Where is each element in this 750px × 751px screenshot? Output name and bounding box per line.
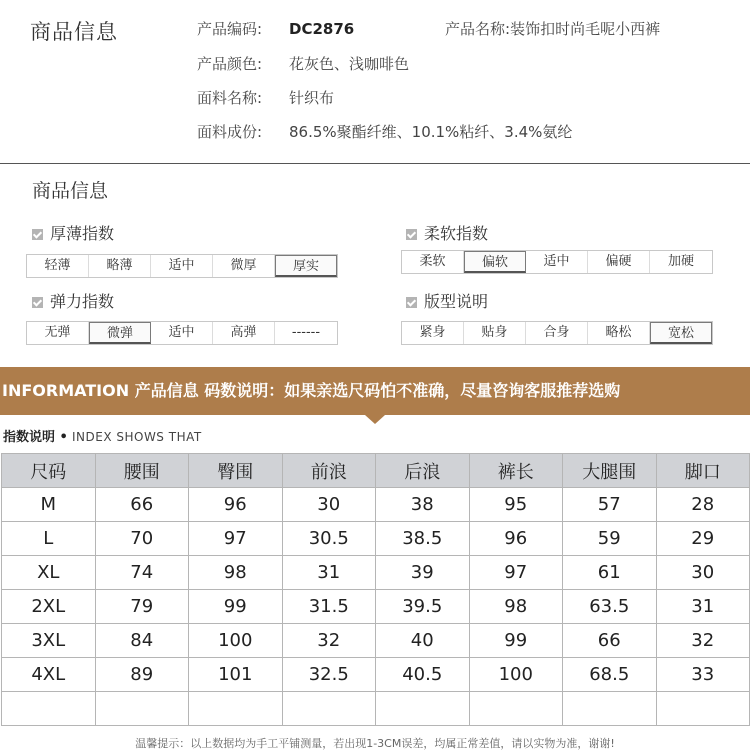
table-cell: 89: [95, 658, 189, 692]
table-cell: 68.5: [563, 658, 657, 692]
table-cell: [563, 692, 657, 726]
size-table: [1, 453, 750, 726]
fit-option: 略松: [588, 322, 650, 344]
table-cell: 30: [282, 488, 376, 522]
banner-text: INFORMATION 产品信息 码数说明：如果亲选尺码怕不准确，尽量咨询客服推荐选购: [2, 381, 621, 400]
softness-option: 偏硬: [588, 251, 650, 273]
table-cell: 29: [656, 522, 750, 556]
table-cell: 66: [563, 624, 657, 658]
table-cell: 40.5: [376, 658, 470, 692]
elasticity-option: 无弹: [27, 322, 89, 344]
table-cell: 33: [656, 658, 750, 692]
thickness-option: 轻薄: [27, 255, 89, 277]
product-code-row: [197, 18, 354, 39]
fabric-composition-row: [197, 121, 572, 142]
table-cell: XL: [2, 556, 96, 590]
table-cell: [469, 692, 563, 726]
table-cell: 40: [376, 624, 470, 658]
fabric-name-row: [197, 87, 334, 108]
thickness-option: 适中: [151, 255, 213, 277]
table-cell: 100: [469, 658, 563, 692]
table-cell: 31: [656, 590, 750, 624]
product-color-row: [197, 53, 409, 74]
table-cell: 32: [282, 624, 376, 658]
index-note-en: INDEX SHOWS THAT: [71, 430, 202, 444]
product-code-value: DC2876: [289, 20, 355, 38]
fit-description-label: 版型说明: [424, 292, 489, 311]
table-cell: 99: [469, 624, 563, 658]
table-cell: 57: [563, 488, 657, 522]
table-cell: 95: [469, 488, 563, 522]
index-note-cn: 指数说明 •: [3, 430, 68, 445]
elasticity-option: 高弹: [213, 322, 275, 344]
table-cell: 96: [469, 522, 563, 556]
table-cell: 96: [189, 488, 283, 522]
fit-option: 宽松: [650, 322, 712, 344]
elasticity-index-label: 弹力指数: [50, 292, 115, 311]
column-header: 前浪: [282, 454, 376, 488]
checkbox-icon: [32, 297, 43, 308]
index-note: [3, 426, 202, 445]
table-cell: L: [2, 522, 96, 556]
table-cell: [2, 692, 96, 726]
column-header: 脚口: [656, 454, 750, 488]
table-cell: 38.5: [376, 522, 470, 556]
size-table-body: [2, 488, 750, 726]
table-cell: 97: [189, 522, 283, 556]
table-cell: 79: [95, 590, 189, 624]
section-divider: [0, 163, 750, 164]
softness-option: 适中: [526, 251, 588, 273]
thickness-index-title: [32, 221, 114, 244]
softness-index-title: [406, 221, 488, 244]
elasticity-option: ------: [291, 325, 321, 340]
table-cell: 4XL: [2, 658, 96, 692]
table-cell: 70: [95, 522, 189, 556]
table-cell: M: [2, 488, 96, 522]
thickness-option: 厚实: [275, 255, 337, 277]
table-cell: 100: [189, 624, 283, 658]
checkbox-icon: [406, 297, 417, 308]
checkbox-icon: [406, 229, 417, 240]
fabric-composition-value: 86.5%聚酯纤维、10.1%粘纤、3.4%氨纶: [289, 123, 573, 141]
table-cell: 39.5: [376, 590, 470, 624]
table-cell: 32: [656, 624, 750, 658]
information-banner: [0, 367, 750, 415]
product-color-value: 花灰色、浅咖啡色: [289, 55, 410, 73]
fit-option: 紧身: [402, 322, 464, 344]
table-cell: 99: [189, 590, 283, 624]
table-cell: [189, 692, 283, 726]
elasticity-option: 适中: [151, 322, 213, 344]
column-header: 大腿围: [563, 454, 657, 488]
table-cell: [95, 692, 189, 726]
softness-option: 柔软: [402, 251, 464, 273]
column-header: 后浪: [376, 454, 470, 488]
table-cell: 31.5: [282, 590, 376, 624]
table-cell: 31: [282, 556, 376, 590]
table-cell: 3XL: [2, 624, 96, 658]
table-cell: 59: [563, 522, 657, 556]
table-cell: 39: [376, 556, 470, 590]
indices-section-title: 商品信息: [32, 180, 109, 202]
product-section-title: 商品信息: [30, 20, 118, 44]
table-cell: [376, 692, 470, 726]
fit-option: 合身: [526, 322, 588, 344]
table-cell: 28: [656, 488, 750, 522]
elasticity-option: 微弹: [89, 322, 151, 344]
table-row: [2, 522, 750, 556]
column-header: 腰围: [95, 454, 189, 488]
product-name-row: [445, 18, 660, 39]
checkbox-icon: [32, 229, 43, 240]
elasticity-index-title: [32, 289, 114, 312]
table-row: [2, 658, 750, 692]
column-header: 臀围: [189, 454, 283, 488]
product-code-label: 产品编码:: [197, 20, 263, 38]
fit-description-title: [406, 289, 488, 312]
table-cell: 30.5: [282, 522, 376, 556]
table-cell: [656, 692, 750, 726]
softness-option: 加硬: [667, 254, 694, 269]
table-cell: 61: [563, 556, 657, 590]
elasticity-options: [26, 321, 338, 345]
fabric-name-value: 针织布: [289, 89, 335, 107]
table-cell: 38: [376, 488, 470, 522]
table-cell: 84: [95, 624, 189, 658]
table-cell: [282, 692, 376, 726]
table-cell: 98: [469, 590, 563, 624]
table-cell: 30: [656, 556, 750, 590]
table-cell: 2XL: [2, 590, 96, 624]
table-row: [2, 624, 750, 658]
product-name-value: 装饰扣时尚毛呢小西裤: [510, 20, 661, 38]
table-cell: 32.5: [282, 658, 376, 692]
table-cell: 74: [95, 556, 189, 590]
thickness-index-label: 厚薄指数: [50, 224, 115, 243]
table-row: [2, 692, 750, 726]
fit-option: 贴身: [464, 322, 526, 344]
table-row: [2, 556, 750, 590]
softness-options: [401, 250, 713, 274]
fabric-composition-label: 面料成份:: [197, 123, 263, 141]
table-cell: 97: [469, 556, 563, 590]
thickness-option: 微厚: [213, 255, 275, 277]
softness-option: 偏软: [464, 251, 526, 273]
table-cell: 101: [189, 658, 283, 692]
table-cell: 63.5: [563, 590, 657, 624]
footer-note: 温馨提示：以上数据均为手工平铺测量，若出现1-3CM误差，均属正常差值，请以实物为准，谢谢!: [135, 737, 615, 750]
fabric-name-label: 面料名称:: [197, 89, 263, 107]
fit-options: [401, 321, 713, 345]
column-header: 裤长: [469, 454, 563, 488]
banner-pointer: [365, 415, 385, 424]
thickness-option: 略薄: [89, 255, 151, 277]
product-color-label: 产品颜色:: [197, 55, 263, 73]
thickness-options: [26, 254, 338, 278]
table-cell: 66: [95, 488, 189, 522]
table-row: [2, 488, 750, 522]
table-cell: 98: [189, 556, 283, 590]
table-row: [2, 590, 750, 624]
size-table-header: [2, 454, 750, 488]
column-header: 尺码: [2, 454, 96, 488]
softness-index-label: 柔软指数: [424, 224, 489, 243]
product-name-label: 产品名称:: [445, 20, 511, 38]
